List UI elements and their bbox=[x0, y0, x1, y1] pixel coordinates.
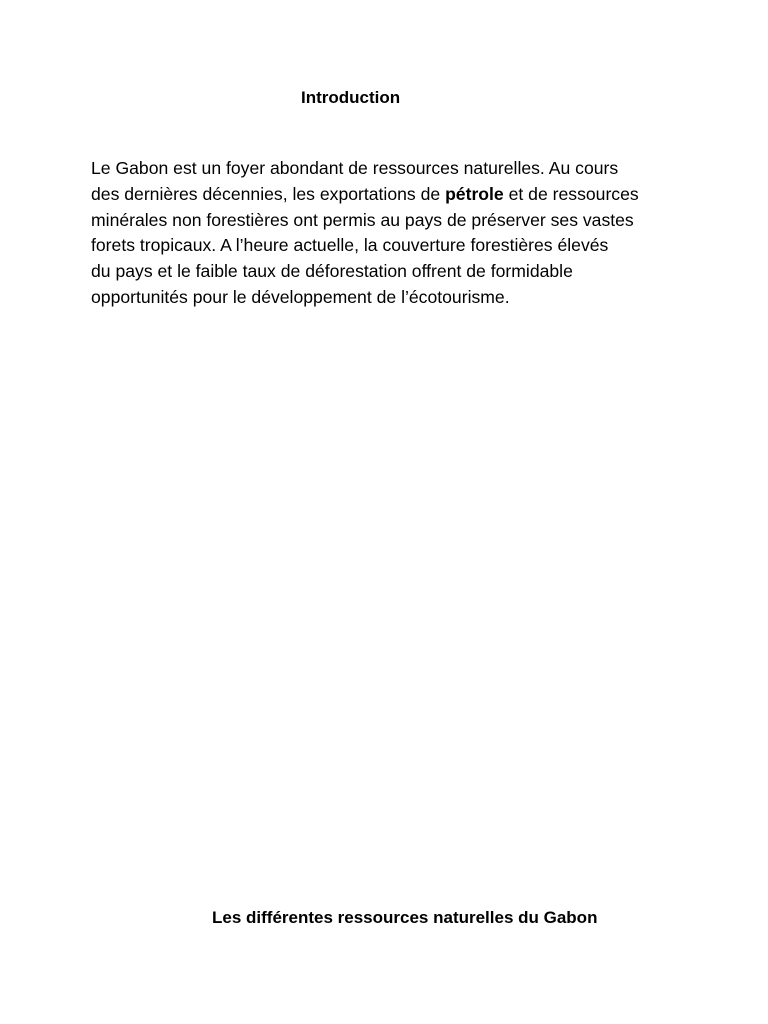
intro-heading: Introduction bbox=[301, 88, 401, 107]
intro-paragraph bbox=[91, 156, 691, 311]
section-heading: Les différentes ressources naturelles du Gabon bbox=[212, 908, 598, 927]
paragraph-line: forets tropicaux. A l’heure actuelle, la couverture forestières élevés bbox=[91, 235, 609, 256]
paragraph-line: minérales non forestières ont permis au pays de préserver ses vastes bbox=[91, 209, 634, 230]
bold-keyword: pétrole bbox=[445, 183, 504, 204]
paragraph-text: des dernières décennies, les exportations de bbox=[91, 183, 446, 204]
paragraph-line: Le Gabon est un foyer abondant de ressources naturelles. Au cours bbox=[91, 158, 619, 178]
paragraph-line: opportunités pour le développement de l’écotourisme. bbox=[91, 286, 510, 307]
paragraph-line: du pays et le faible taux de déforestation offrent de formidable bbox=[91, 261, 573, 282]
paragraph-line bbox=[91, 182, 691, 208]
paragraph-text: et de ressources bbox=[503, 183, 639, 204]
